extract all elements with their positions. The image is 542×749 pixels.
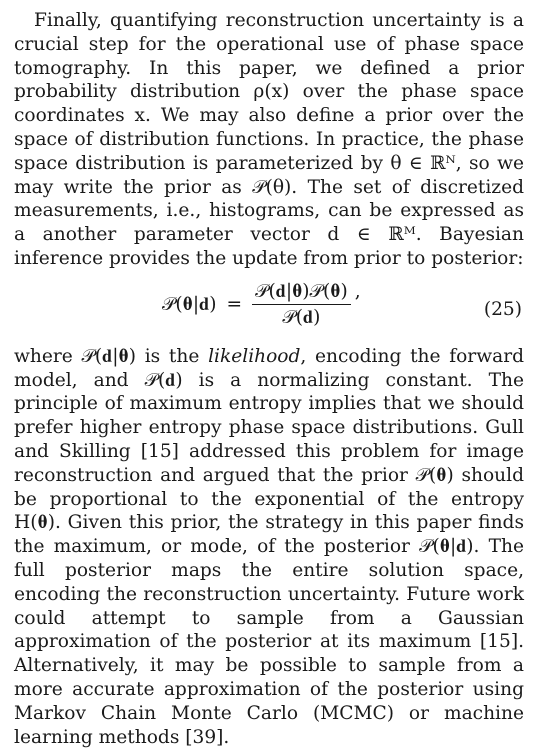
- likelihood-term: likelihood: [208, 345, 301, 367]
- paper-page: [14, 9, 524, 749]
- equation-equals-sign: =: [226, 293, 243, 315]
- equation-fraction: [252, 281, 351, 328]
- paragraph-2-text-b: , encoding the forward model, and 𝒫(𝐝) is a normalizing constant. The principle of maximum entropy implies that we should prefer higher entropy phase space distributions. Gull and Skilling [15] addressed this problem for image reconstruction and argued that the prior 𝒫(𝛉) should be proportional to the exponential of the entropy H(𝛉). Given this prior, the strategy in this paper finds the maximum, or mode, of the posterior 𝒫(𝛉|𝐝). The full posterior maps the entire solution space, encoding the reconstruction uncertainty. Future work could attempt to sample from a Gaussian approximation of the posterior at its maximum [15]. Alternatively, it may be possible to sample from a more accurate approximation of the posterior using Markov Chain Monte Carlo (MCMC) or machine learning methods [39].: [14, 345, 524, 748]
- equation-denominator: 𝒫(𝐝): [282, 306, 321, 328]
- equation-25: [14, 275, 524, 339]
- equation-number: (25): [483, 298, 522, 320]
- paragraph-bayesian-posterior: [14, 345, 524, 749]
- paragraph-uncertainty-intro: Finally, quantifying reconstruction uncertainty is a crucial step for the operational use of phase space tomography. In this paper, we defined a prior probability distribution ρ(x) over the phase space coordinates x. We may also define a prior over the space of distribution functions. In practice, the phase space distribution is parameterized by θ ∈ ℝᴺ, so we may write the prior as 𝒫(θ). The set of discretized measurements, i.e., histograms, can be expressed as a another parameter vector d ∈ ℝᴹ. Bayesian inference provides the update from prior to posterior:: [14, 10, 524, 269]
- equation-lhs: 𝒫(𝛉|𝐝): [162, 293, 217, 315]
- paragraph-2-text-a: where 𝒫(𝐝|𝛉) is the: [14, 345, 209, 367]
- equation-body: [162, 281, 361, 328]
- equation-numerator: 𝒫(𝐝|𝛉)𝒫(𝛉): [252, 281, 351, 305]
- equation-comma: ,: [354, 280, 361, 302]
